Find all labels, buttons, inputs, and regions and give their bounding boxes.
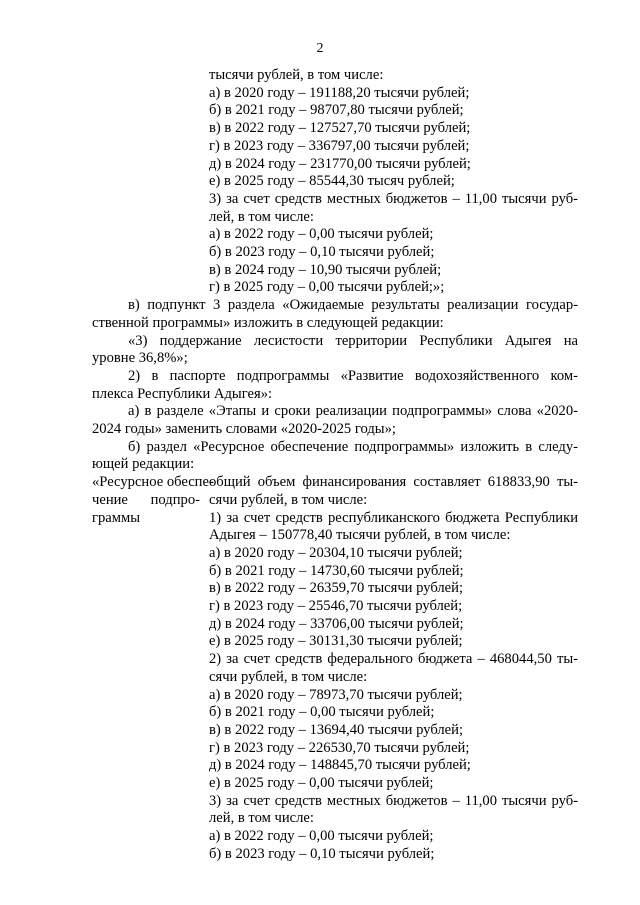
table-value-line: д) в 2024 году – 33706,00 тысячи рублей; bbox=[209, 615, 464, 632]
table-value-line: б) в 2023 году – 0,10 тысячи рублей; bbox=[209, 845, 435, 862]
text-line: а) в 2022 году – 0,00 тысячи рублей; bbox=[209, 226, 434, 243]
text-line: б) в 2021 году – 98707,80 тысячи рублей; bbox=[209, 102, 464, 119]
text-line: 2024 годы» заменить словами «2020-2025 годы»; bbox=[92, 421, 396, 437]
table-value-line: б) в 2021 году – 14730,60 тысячи рублей; bbox=[209, 562, 464, 579]
text-line: плекса Республики Адыгея»: bbox=[92, 385, 273, 402]
text-line: 3) за счет средств местных бюджетов – 11,00 тысячи руб- bbox=[209, 190, 578, 207]
text-line: 2) в паспорте подпрограммы «Развитие водохозяйственного ком- bbox=[128, 367, 578, 384]
table-value-line: в) в 2022 году – 26359,70 тысячи рублей; bbox=[209, 580, 464, 597]
table-value-line: д) в 2024 году – 148845,70 тысячи рублей; bbox=[209, 757, 471, 774]
text-line: а) в разделе «Этапы и сроки реализации подпрограммы» слова «2020- bbox=[128, 403, 578, 420]
table-label-line: «Ресурсное обеспе- bbox=[92, 474, 214, 491]
text-line: лей, в том числе: bbox=[209, 208, 314, 225]
page-number: 2 bbox=[316, 41, 324, 56]
table-value-line: а) в 2020 году – 78973,70 тысячи рублей; bbox=[209, 686, 463, 703]
text-line: ственной программы» изложить в следующей редакции: bbox=[92, 314, 444, 331]
table-label-line: чение подпро- bbox=[92, 491, 200, 508]
table-value-line: 3) за счет средств местных бюджетов – 11,00 тысячи руб- bbox=[209, 792, 578, 809]
table-value-line: 1) за счет средств республиканского бюджета Республики bbox=[209, 509, 578, 526]
table-value-line: г) в 2023 году – 226530,70 тысячи рублей; bbox=[209, 739, 470, 756]
table-value-line: е) в 2025 году – 30131,30 тысячи рублей; bbox=[209, 633, 463, 650]
text-line: г) в 2025 году – 0,00 тысячи рублей;»; bbox=[209, 279, 445, 296]
text-line: д) в 2024 году – 231770,00 тысячи рублей; bbox=[209, 155, 471, 172]
text-line: г) в 2023 году – 336797,00 тысячи рублей; bbox=[209, 137, 470, 154]
table-value-line: е) в 2025 году – 0,00 тысячи рублей; bbox=[209, 775, 434, 791]
text-line: в) подпункт 3 раздела «Ожидаемые результаты реализации государ- bbox=[128, 297, 578, 314]
text-line: в) в 2024 году – 10,90 тысячи рублей; bbox=[209, 261, 442, 278]
table-value-line: сячи рублей, в том числе: bbox=[209, 668, 368, 685]
table-value-line: а) в 2020 году – 20304,10 тысячи рублей; bbox=[209, 544, 463, 561]
table-value-line: а) в 2022 году – 0,00 тысячи рублей; bbox=[209, 828, 434, 845]
table-value-line: лей, в том числе: bbox=[209, 810, 314, 827]
table-value-line: Адыгея – 150778,40 тысячи рублей, в том числе: bbox=[209, 527, 511, 544]
text-line: ющей редакции: bbox=[92, 456, 195, 473]
text-line: тысячи рублей, в том числе: bbox=[209, 67, 384, 83]
table-value-line: общий объем финансирования составляет 618833,90 ты- bbox=[209, 474, 578, 491]
table-value-line: в) в 2022 году – 13694,40 тысячи рублей; bbox=[209, 721, 464, 738]
text-line: «3) поддержание лесистости территории Республики Адыгея на bbox=[128, 332, 578, 349]
text-line: б) в 2023 году – 0,10 тысячи рублей; bbox=[209, 244, 435, 260]
table-value-line: сячи рублей, в том числе: bbox=[209, 491, 368, 508]
text-line: в) в 2022 году – 127527,70 тысячи рублей; bbox=[209, 120, 471, 137]
text-line: уровне 36,8%»; bbox=[92, 350, 188, 367]
table-value-line: 2) за счет средств федерального бюджета – 468044,50 ты- bbox=[209, 651, 578, 668]
text-line: а) в 2020 году – 191188,20 тысячи рублей; bbox=[209, 84, 470, 101]
text-line: е) в 2025 году – 85544,30 тысяч рублей; bbox=[209, 173, 455, 190]
table-label-line: граммы bbox=[92, 509, 141, 526]
table-value-line: б) в 2021 году – 0,00 тысячи рублей; bbox=[209, 704, 435, 721]
table-value-line: г) в 2023 году – 25546,70 тысячи рублей; bbox=[209, 598, 463, 614]
text-line: б) раздел «Ресурсное обеспечение подпрограммы» изложить в следу- bbox=[128, 438, 578, 455]
